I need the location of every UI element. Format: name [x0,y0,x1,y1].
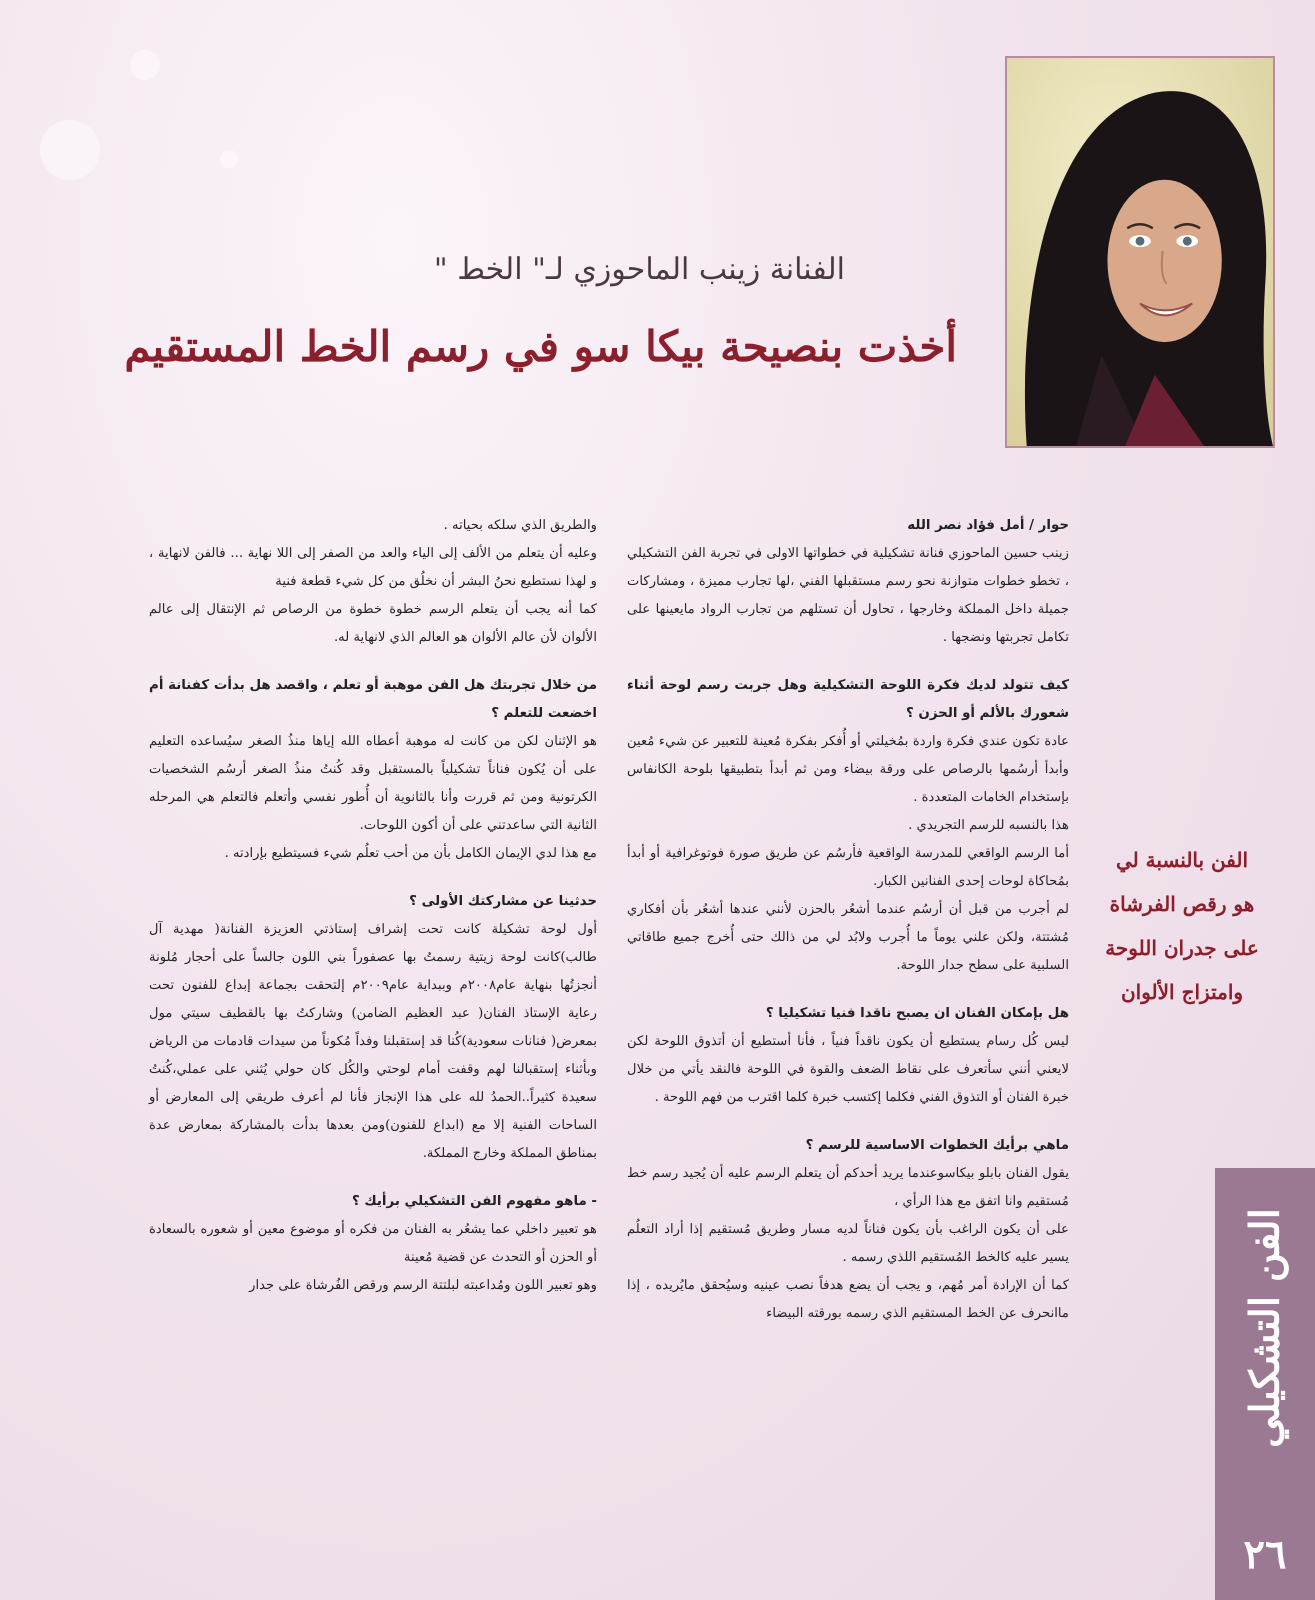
background-bokeh [130,50,160,80]
answer-paragraph: وعليه أن يتعلم من الألف إلى الياء والعد من الصفر إلى اللا نهاية ... فالفن لانهاية ، و لهذا نستطيع نحنُ البشر أن نخلُق من كل شيء قطعة فنية [149,546,597,589]
answer-paragraph: عادة تكون عندي فكرة واردة بمُخيلتي أو أُفكر بفكرة مُعينة للتعبير عن شيء مُعين وأبدأ أرسُمها بالرصاص على ورقة بيضاء ومن ثم أبدأ بتطبيقها بلوحة الكانفاس بإستخدام الخامات المتعددة . [627,734,1069,805]
answer-paragraph: وهو تعبير اللون ومُداعبته لبلتتة الرسم ورقص الفُرشاة على جدار [249,1278,597,1293]
background-bokeh [220,150,238,168]
pull-quote-line: هو رقص الفرشاة [1109,892,1255,916]
answer-paragraph: ليس كُل رسام يستطيع أن يكون ناقداً فنياً ، فأنا أستطيع أن أتذوق اللوحة لكن لايعني أنني سأتعرف على نقاط الضعف والقوة في اللوحة فالنقد يأتي من خلال خبرة الفنان أو التذوق الفني فكلما إكتسب خبرة كلما اقترب من فهم اللوحة . [627,1034,1069,1105]
answer-paragraph: كما أن الإرادة أمر مُهم، و يجب أن يضع هدفاً نصب عينيه وسيُحقق مايُريده ، إذا ماانحرف عن الخط المستقيم الذي رسمه بورقته البيضاء [627,1278,1069,1321]
question-heading: - ماهو مفهوم الفن التشكيلي برأيك ؟ [351,1194,597,1209]
headline-line-1: الفنانة زينب الماحوزي لـ" الخط " [433,252,845,287]
answer-paragraph: مع هذا لدي الإيمان الكامل بأن من أحب تعلُم شيء فسيتطيع بإرادته . [224,846,597,861]
section-tab [1215,1168,1315,1600]
page-number: ٢٦ [1243,1531,1287,1578]
pull-quote-line: الفن بالنسبة لي [1115,848,1249,872]
article-column-right [627,512,1069,1328]
answer-paragraph: أما الرسم الواقعي للمدرسة الواقعية فأرسُم عن طريق صورة فوتوغرافية أو أبدأ بمُحاكاة لوحات إحدى الفنانين الكبار. [627,846,1069,889]
pull-quote [1079,838,1285,1014]
question-heading: من خلال تجربتك هل الفن موهبة أو تعلم ، واقصد هل بدأت كفنانة أم اخضعت للتعلم ؟ [149,678,597,721]
answer-paragraph: هو تعبير داخلي عما يشعُر به الفنان من فكره أو موضوع معين أو شعوره بالسعادة أو الحزن أو التحدث عن قضية مُعينة [149,1222,597,1265]
answer-paragraph: لم أجرب من قبل أن أرسُم عندما أشعُر بالحزن لأنني عندها أشعُر بأن أفكاري مُشتتة، ولكن علني يوماً ما أُجرب ولابُد لي من ذالك حتى أُخرج جميع طاقاتي السلبية على سطح جدار اللوحة. [627,902,1069,973]
byline: حوار / أمل فؤاد نصر الله [907,518,1069,533]
answer-paragraph: يقول الفنان بابلو بيكاسوعندما يريد أحدكم أن يتعلم الرسم عليه أن يُجيد رسم خط مُستقيم وانا اتفق مع هذا الرأي ، [627,1166,1069,1209]
answer-paragraph: كما أنه يجب أن يتعلم الرسم خطوة خطوة من الرصاص ثم الإنتقال إلى عالم الألوان لأن عالم الألوان هو العالم الذي لانهاية له. [149,602,597,645]
pull-quote-line: وامتزاج الألوان [1120,980,1244,1004]
pull-quote-line: على جدران اللوحة [1105,936,1259,960]
background-bokeh [40,120,100,180]
question-heading: كيف تتولد لديك فكرة اللوحة التشكيلية وهل جربت رسم لوحة أثناء شعورك بالألم أو الحزن ؟ [627,678,1069,721]
article-column-left [149,512,597,1300]
question-heading: حدثينا عن مشاركتك الأولى ؟ [409,894,597,909]
answer-paragraph: أول لوحة تشكيلة كانت تحت إشراف إستاذتي العزيزة الفنانة( مهدية آل طالب)كانت لوحة زيتية رسمتُ بها عصفوراً بني اللون جالساً على أحجار مُلونة أنجزتُها بنهاية عام٢٠٠٨م وببداية عام٢٠٠٩م إلتحقت بجماعة إبداع للفنون تحت رعاية الإستاذ الفنان( عبد العظيم الضامن) وشاركتُ بها بالقطيف سيتي مول بمعرض( فنانات سعودية)كُنا قد إستقبلنا وفداً مُكوناً من سيدات قادمات من الرياض وبأثناء إستقبالنا لهم وقفت أمام لوحتي والكُل كان حولي يُثني على عملي،كُنتُ سعيدة كثيراً..الحمدُ لله على هذا الإنجاز فأنا لم أعرف طريقي إلى المعارض أو الساحات الفنية إلا مع (ابداع للفنون)ومن بعدها بدأت بالمشاركة بمعارض عدة بمناطق المملكة وخارج المملكة. [149,922,597,1161]
intro-paragraph: زينب حسين الماحوزي فنانة تشكيلية في خطواتها الاولى في تجربة الفن التشكيلي ، تخطو خطوات متوازنة نحو رسم مستقبلها الفني ،لها تجارب مميزة ، ومشاركات جميلة داخل المملكة وخارجها ، تحاول أن تستلهم من تجارب الرواد مايعينها على تكامل تجربتها ونضجها . [627,546,1069,645]
portrait-image [1007,58,1273,446]
answer-paragraph: والطريق الذي سلكه بحياته . [443,518,597,533]
headline-line-2: أخذت بنصيحة بيكا سو في رسم الخط المستقيم [124,322,957,371]
question-heading: ماهي برأيك الخطوات الاساسية للرسم ؟ [805,1138,1069,1153]
answer-paragraph: هذا بالنسبه للرسم التجريدي . [908,818,1069,833]
answer-paragraph: على أن يكون الراغب بأن يكون فناناً لديه مسار وطريق مُستقيم إذا أراد التعلُم يسير عليه كالخط المُستقيم اللذي رسمه . [627,1222,1069,1265]
section-label: الفن التشكيلي [1241,1208,1289,1448]
answer-paragraph: هو الإثنان لكن من كانت له موهبة أعطاه الله إياها منذُ الصغر سيُساعده التعليم على أن يُكون فناناً تشكيلياً بالمستقبل وقد كُنتُ منذُ الصغر أرسُم الشخصيات الكرتونية ومن ثم قررت وأنا بالثانوية أن أُطور نفسي وأتعلم فالتعلم هي المرحله الثانية التي ساعدتني على أن أكون اللوحات. [149,734,597,833]
question-heading: هل بإمكان الفنان ان يصبح ناقدا فنيا تشكيليا ؟ [765,1006,1069,1021]
artist-portrait [1005,56,1275,448]
